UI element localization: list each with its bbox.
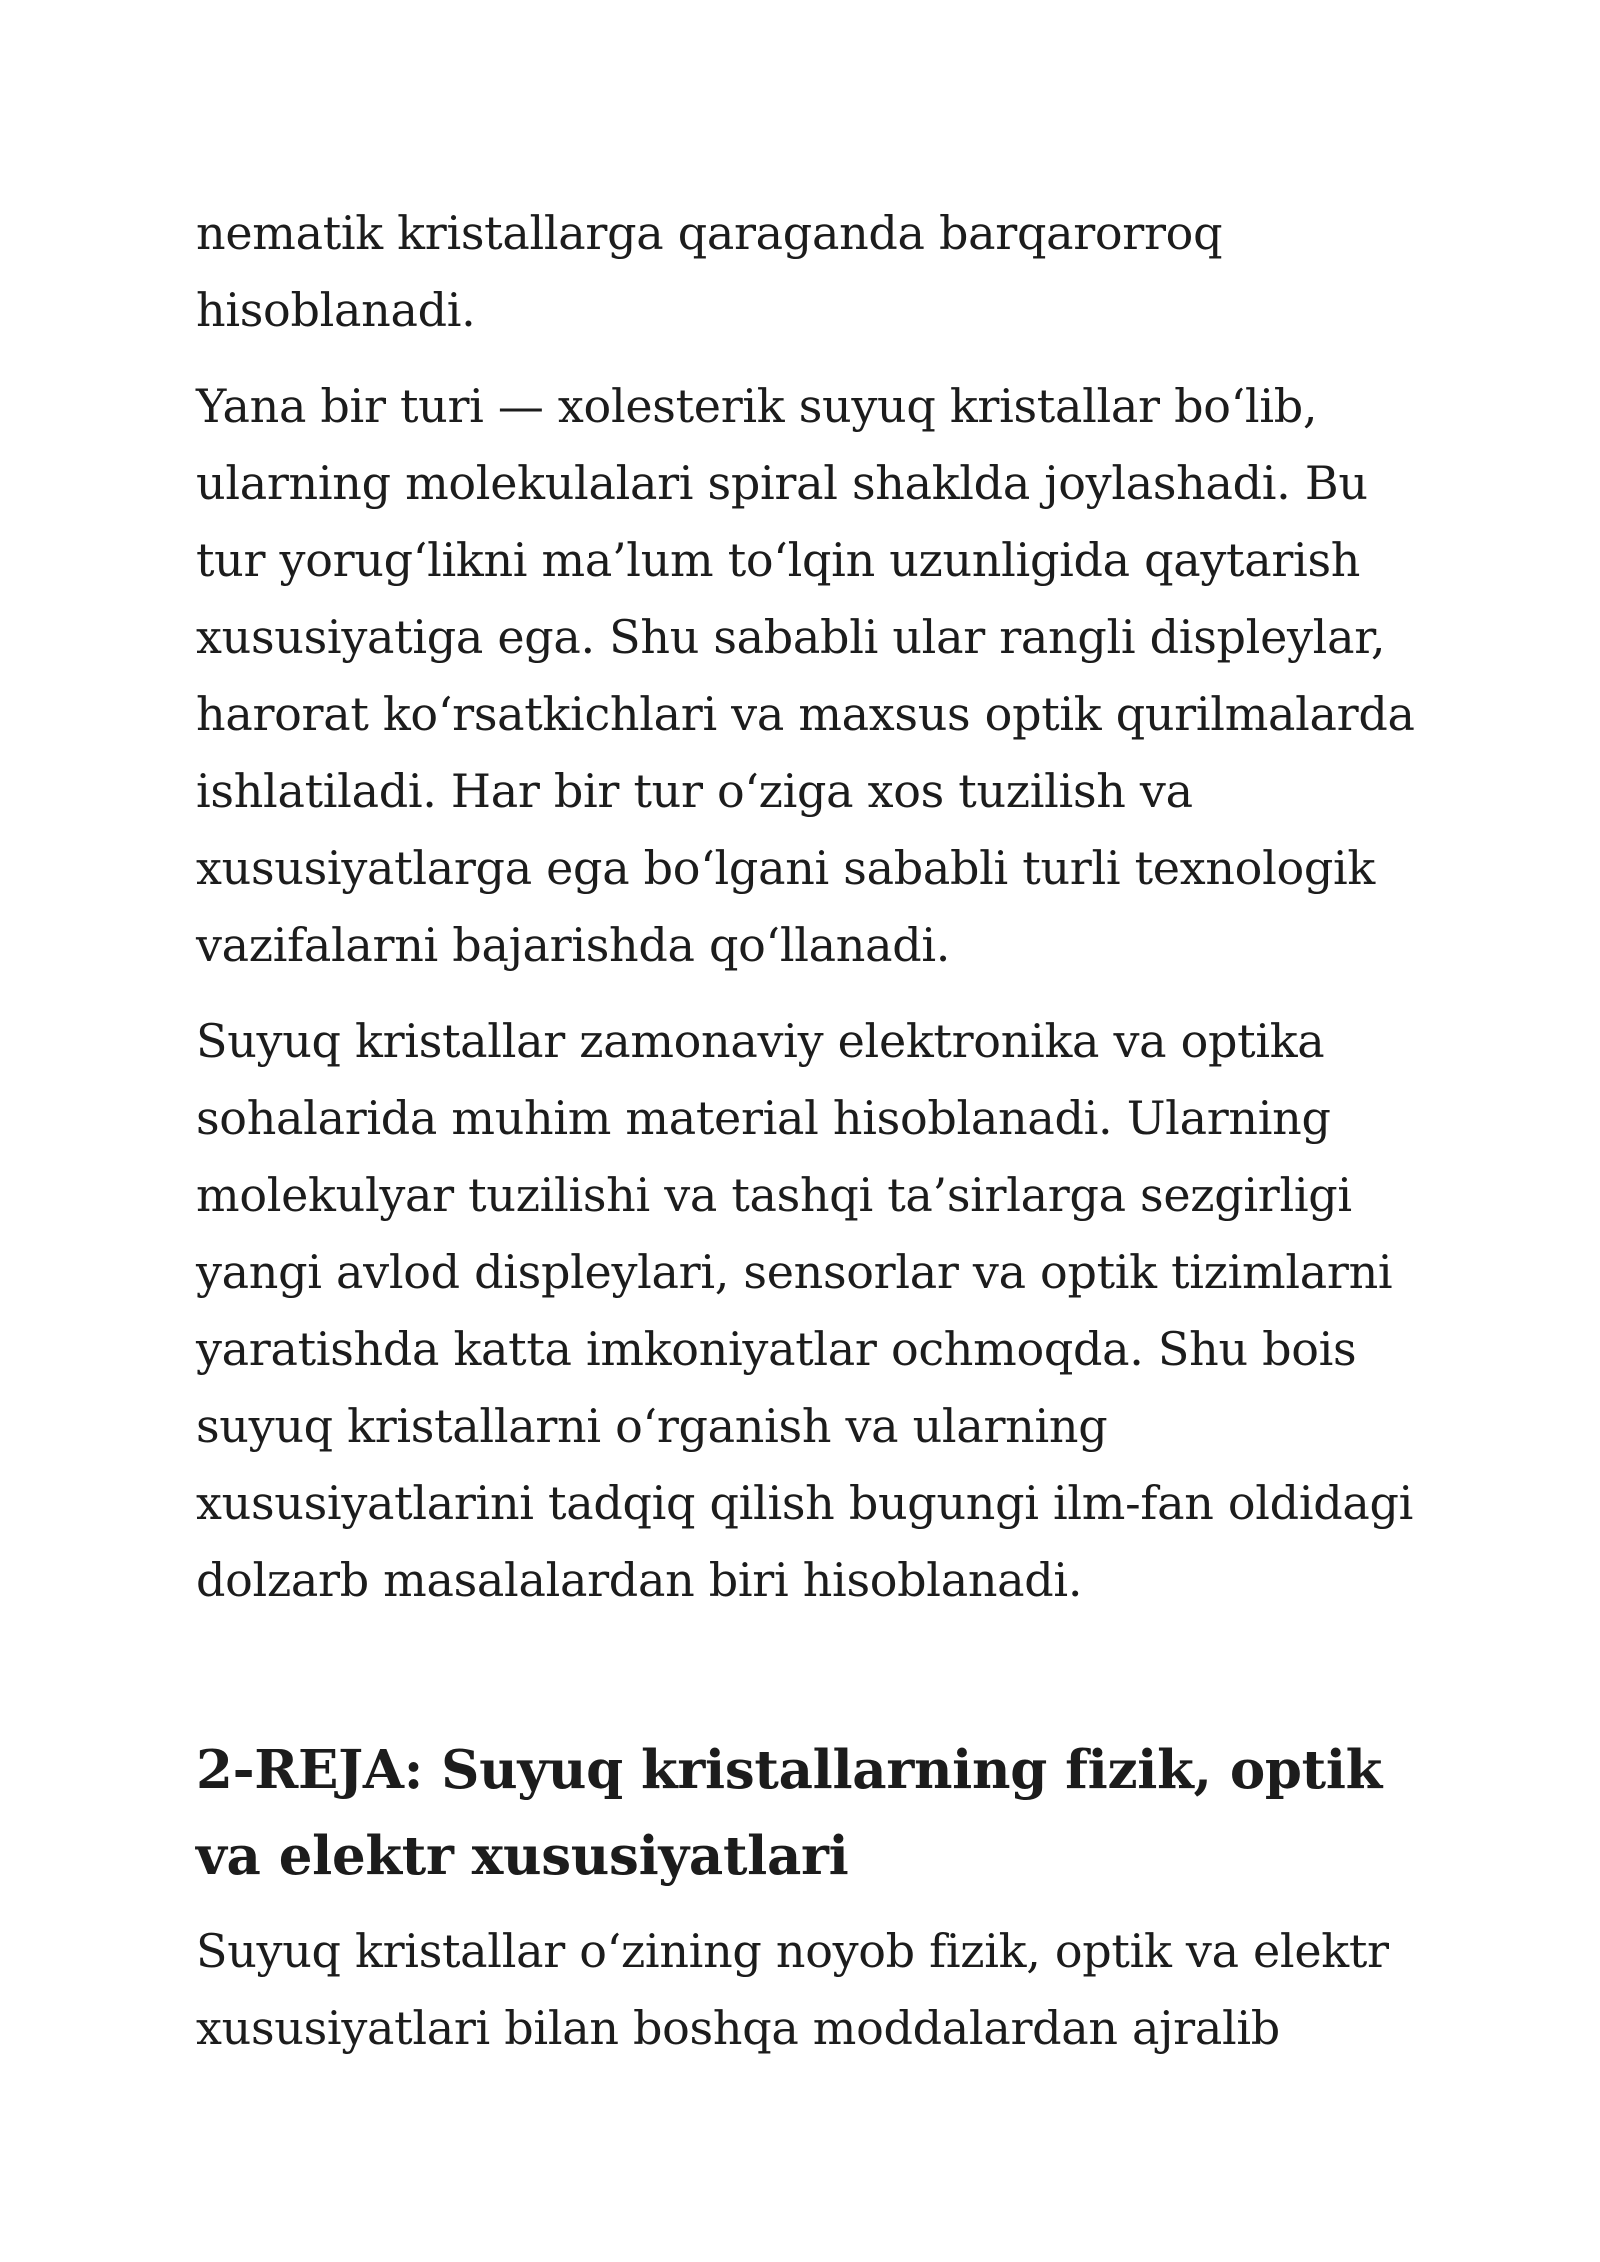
paragraph-modern-applications: Suyuq kristallar zamonaviy elektronika va optika sohalarida muhim material hisoblanadi. Ularning molekulyar tuzilishi va tashqi ta’sirlarga sezgirligi yangi avlod displeylari, sensorlar va optik tizimlarni yaratishda katta imkoniyatlar ochmoqda. Shu bois suyuq kristallarni o‘rganish va ularning xususiyatlarini tadqiq qilish bugungi ilm-fan oldidagi dolzarb masalalardan biri hisoblanadi. bbox=[196, 1014, 1414, 1607]
document-page bbox=[196, 195, 1436, 2086]
paragraph-physical-properties-intro: Suyuq kristallar o‘zining noyob fizik, optik va elektr xususiyatlari bilan boshqa moddalardan ajralib bbox=[196, 1924, 1389, 2055]
section-heading: 2-REJA: Suyuq kristallarning fizik, optik va elektr xususiyatlari bbox=[196, 1739, 1383, 1887]
paragraph-cholesteric-crystals: Yana bir turi — xolesterik suyuq kristallar bo‘lib, ularning molekulalari spiral shaklda joylashadi. Bu tur yorug‘likni ma’lum to‘lqin uzunligida qaytarish xususiyatiga ega. Shu sababli ular rangli displeylar, harorat ko‘rsatkichlari va maxsus optik qurilmalarda ishlatiladi. Har bir tur o‘ziga xos tuzilish va xususiyatlarga ega bo‘lgani sababli turli texnologik vazifalarni bajarishda qo‘llanadi. bbox=[196, 379, 1415, 972]
paragraph-nematic-stability: nematik kristallarga qaraganda barqarorroq hisoblanadi. bbox=[196, 206, 1223, 337]
